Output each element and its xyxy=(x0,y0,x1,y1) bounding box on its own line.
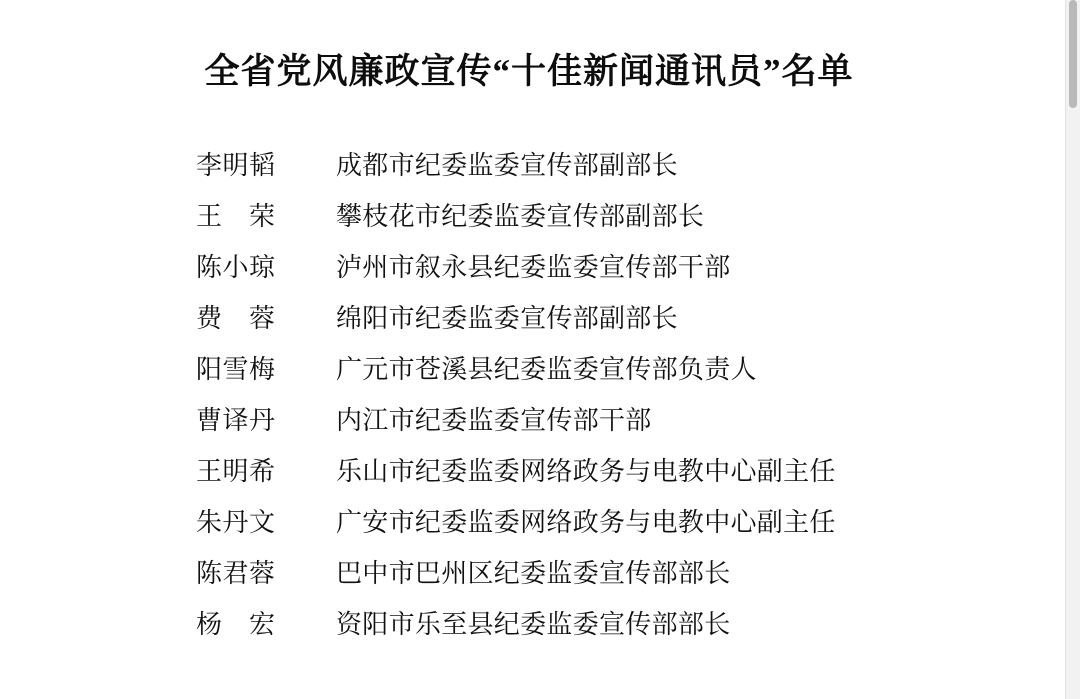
person-name: 费 蓉 xyxy=(196,304,276,333)
person-name: 朱丹文 xyxy=(196,508,276,537)
person-title: 成都市纪委监委宣传部副部长 xyxy=(336,151,678,180)
list-item xyxy=(0,140,1080,191)
list-item xyxy=(0,548,1080,599)
person-name: 李明韬 xyxy=(196,151,276,180)
person-title: 泸州市叙永县纪委监委宣传部干部 xyxy=(336,253,731,282)
person-title: 绵阳市纪委监委宣传部副部长 xyxy=(336,304,678,333)
person-name: 王 荣 xyxy=(196,202,276,231)
list-item xyxy=(0,599,1080,650)
honoree-list xyxy=(0,140,1080,650)
person-name: 王明希 xyxy=(196,457,276,486)
vertical-scroll-thumb[interactable] xyxy=(1069,0,1077,108)
person-title: 广元市苍溪县纪委监委宣传部负责人 xyxy=(336,355,757,384)
list-item xyxy=(0,446,1080,497)
page-title: 全省党风廉政宣传“十佳新闻通讯员”名单 xyxy=(204,52,854,91)
list-item xyxy=(0,191,1080,242)
list-item xyxy=(0,293,1080,344)
person-title: 内江市纪委监委宣传部干部 xyxy=(336,406,652,435)
person-name: 阳雪梅 xyxy=(196,355,276,384)
list-item xyxy=(0,344,1080,395)
person-title: 资阳市乐至县纪委监委宣传部部长 xyxy=(336,610,731,639)
list-item xyxy=(0,242,1080,293)
person-name: 曹译丹 xyxy=(196,406,276,435)
person-title: 广安市纪委监委网络政务与电教中心副主任 xyxy=(336,508,836,537)
list-item xyxy=(0,497,1080,548)
vertical-scrollbar[interactable] xyxy=(1065,0,1080,699)
person-name: 陈君蓉 xyxy=(196,559,276,588)
person-name: 杨 宏 xyxy=(196,610,276,639)
person-title: 巴中市巴州区纪委监委宣传部部长 xyxy=(336,559,731,588)
person-title: 乐山市纪委监委网络政务与电教中心副主任 xyxy=(336,457,836,486)
person-title: 攀枝花市纪委监委宣传部副部长 xyxy=(336,202,705,231)
list-item xyxy=(0,395,1080,446)
person-name: 陈小琼 xyxy=(196,253,276,282)
